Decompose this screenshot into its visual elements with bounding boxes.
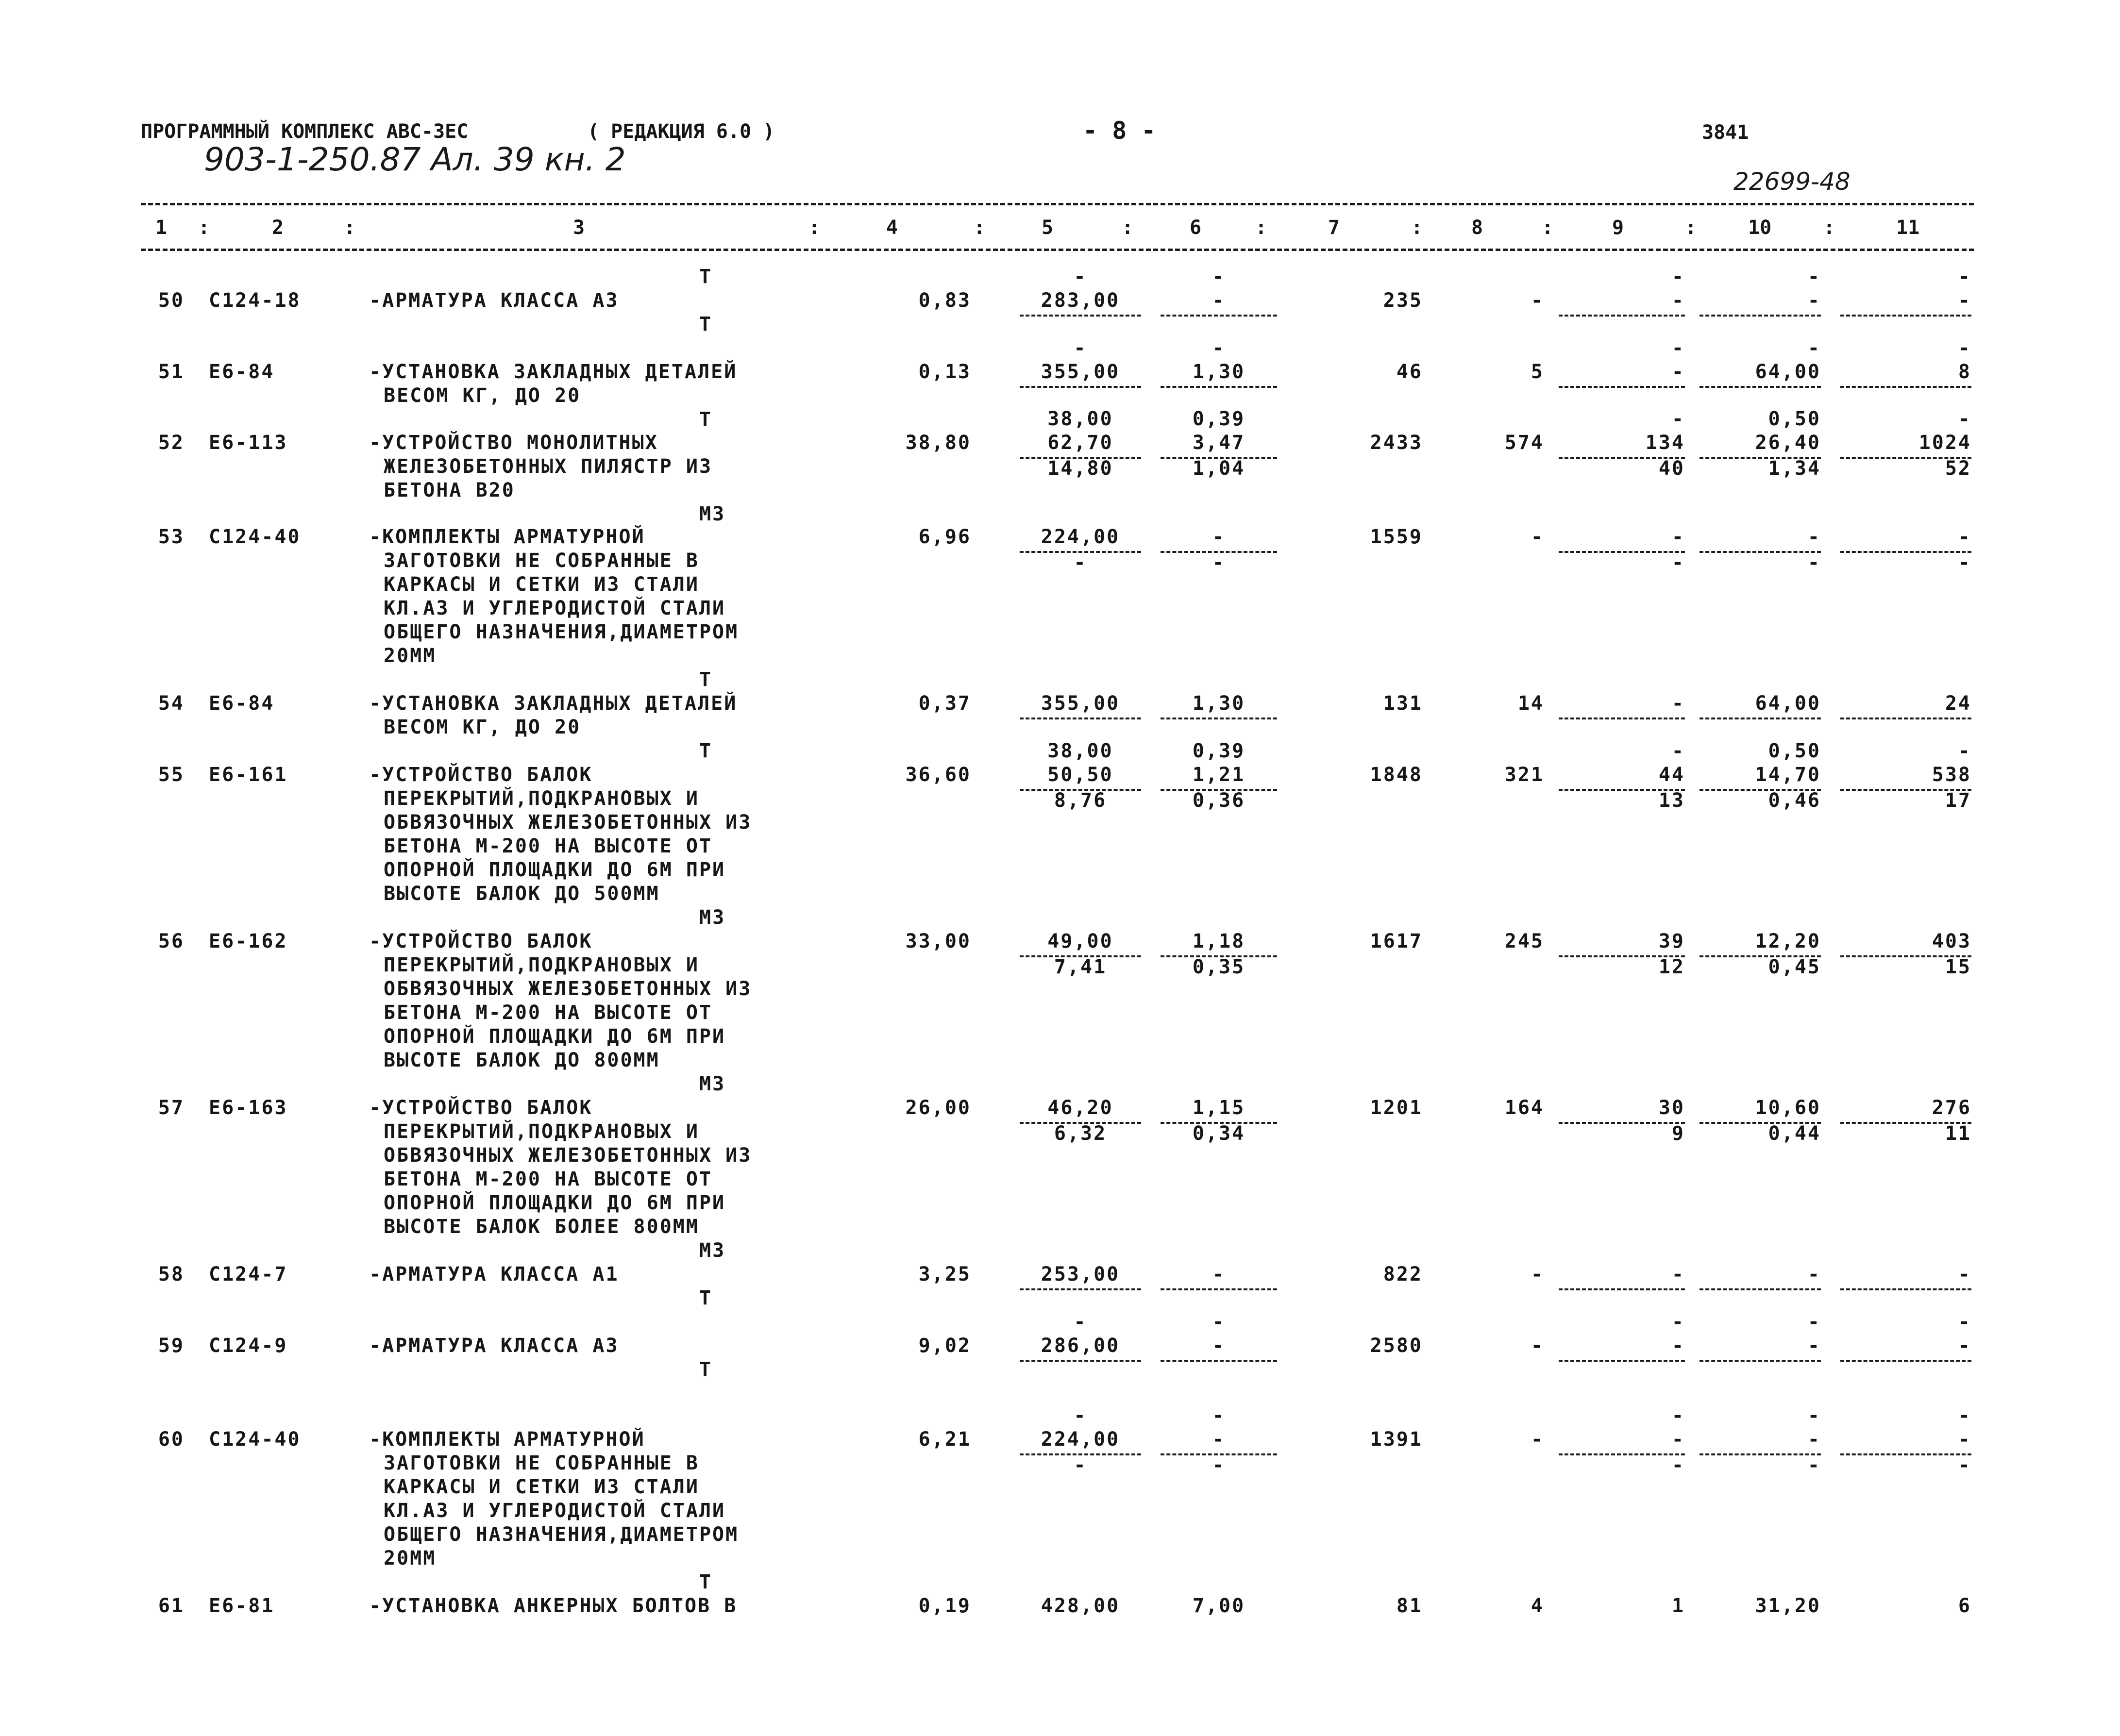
column-header-cell: 5 [1042, 217, 1054, 239]
column-6-lower: 0,36 [1192, 789, 1245, 812]
column-header-cell: 10 [1748, 217, 1772, 239]
unit-label: Т [699, 313, 713, 335]
column-6-value: 7,00 [1192, 1595, 1245, 1617]
column-10-value: - [1807, 1335, 1821, 1357]
wage-total: 245 [1504, 930, 1544, 952]
column-5-upper: 38,00 [1047, 408, 1113, 430]
column-5-lower: - [1074, 1454, 1087, 1476]
column-10-divider [1699, 386, 1821, 388]
column-11-upper: - [1958, 1311, 1971, 1333]
column-6-value: - [1212, 1335, 1226, 1357]
column-9-divider [1559, 386, 1685, 388]
column-11-lower: - [1958, 551, 1971, 574]
column-6-value: 1,18 [1192, 930, 1245, 952]
description-line: -УСТРОЙСТВО БАЛОК [369, 764, 593, 786]
wage-total: 5 [1531, 361, 1544, 383]
column-10-value: 64,00 [1755, 361, 1821, 383]
column-5-value: 46,20 [1047, 1097, 1113, 1119]
column-9-upper: - [1671, 1311, 1685, 1333]
column-11-lower: 15 [1945, 956, 1971, 978]
column-6-divider [1161, 1360, 1277, 1362]
column-9-upper: - [1671, 266, 1685, 288]
cost-total: 81 [1396, 1595, 1423, 1617]
column-6-divider [1161, 718, 1277, 719]
program-title: ПРОГРАММНЫЙ КОМПЛЕКС АВС-ЗЕС [141, 120, 469, 143]
column-6-value: - [1212, 1428, 1226, 1451]
quantity: 0,13 [918, 361, 971, 383]
column-9-divider [1559, 1288, 1685, 1290]
description-line: ПЕРЕКРЫТИЙ,ПОДКРАНОВЫХ И [384, 954, 699, 976]
column-5-value: 224,00 [1041, 526, 1120, 548]
column-6-lower: - [1212, 551, 1226, 574]
quantity: 38,80 [905, 432, 971, 454]
column-9-value: 30 [1658, 1097, 1685, 1119]
column-5-lower: - [1074, 551, 1087, 574]
column-6-value: 1,15 [1192, 1097, 1245, 1119]
column-5-value: 253,00 [1041, 1263, 1120, 1285]
column-6-upper: - [1212, 1404, 1226, 1427]
description-line: ПЕРЕКРЫТИЙ,ПОДКРАНОВЫХ И [384, 1120, 699, 1143]
description-line: ВЫСОТЕ БАЛОК ДО 500ММ [384, 883, 660, 905]
column-11-divider [1840, 386, 1971, 388]
cost-total: 131 [1383, 692, 1423, 715]
column-10-value: - [1807, 1263, 1821, 1285]
description-line: -АРМАТУРА КЛАССА А3 [369, 289, 619, 312]
column-5-lower: 8,76 [1054, 789, 1107, 812]
row-number: 60 [158, 1428, 185, 1451]
column-6-lower: - [1212, 1454, 1226, 1476]
column-5-divider [1020, 1360, 1141, 1362]
column-header-cell: : [974, 217, 986, 239]
column-5-value: 283,00 [1041, 289, 1120, 312]
description-line: ЖЕЛЕЗОБЕТОННЫХ ПИЛЯСТР ИЗ [384, 455, 713, 478]
column-6-divider [1161, 386, 1277, 388]
column-header-cell: : [1542, 217, 1554, 239]
description-line: -АРМАТУРА КЛАССА А1 [369, 1263, 619, 1285]
column-10-upper: - [1807, 266, 1821, 288]
column-header-cell: : [1411, 217, 1423, 239]
column-10-divider [1699, 1360, 1821, 1362]
row-number: 54 [158, 692, 185, 715]
column-5-value: 224,00 [1041, 1428, 1120, 1451]
column-5-upper: - [1074, 266, 1087, 288]
column-10-divider [1699, 315, 1821, 317]
column-11-lower: - [1958, 1454, 1971, 1476]
column-5-divider [1020, 718, 1141, 719]
column-11-value: 276 [1932, 1097, 1971, 1119]
column-header-cell: : [808, 217, 821, 239]
column-6-upper: - [1212, 337, 1226, 359]
column-11-divider [1840, 1288, 1971, 1290]
rate-code: С124-40 [209, 526, 301, 548]
column-6-value: - [1212, 289, 1226, 312]
column-6-value: - [1212, 1263, 1226, 1285]
column-9-value: 39 [1658, 930, 1685, 952]
column-6-upper: 0,39 [1192, 408, 1245, 430]
column-10-lower: - [1807, 551, 1821, 574]
description-line: КЛ.А3 И УГЛЕРОДИСТОЙ СТАЛИ [384, 1500, 726, 1522]
rate-code: Е6-84 [209, 692, 275, 715]
column-5-value: 62,70 [1047, 432, 1113, 454]
description-line: ОПОРНОЙ ПЛОЩАДКИ ДО 6М ПРИ [384, 1025, 726, 1048]
description-line: 20ММ [384, 645, 437, 667]
column-9-value: - [1671, 1263, 1685, 1285]
column-11-value: - [1958, 526, 1971, 548]
page-number: - 8 - [1083, 117, 1156, 145]
column-10-upper: - [1807, 1404, 1821, 1427]
column-10-divider [1699, 718, 1821, 719]
unit-label: Т [699, 408, 713, 431]
column-10-lower: 0,46 [1768, 789, 1821, 812]
column-9-lower: - [1671, 551, 1685, 574]
column-10-value: 31,20 [1755, 1595, 1821, 1617]
column-9-divider [1559, 1360, 1685, 1362]
column-9-value: - [1671, 361, 1685, 383]
column-10-upper: - [1807, 1311, 1821, 1333]
column-10-lower: 0,45 [1768, 956, 1821, 978]
description-line: -УСТАНОВКА ЗАКЛАДНЫХ ДЕТАЛЕЙ [369, 361, 738, 383]
column-9-upper: - [1671, 337, 1685, 359]
description-line: БЕТОНА М-200 НА ВЫСОТЕ ОТ [384, 835, 713, 857]
column-10-value: 12,20 [1755, 930, 1821, 952]
column-9-value: - [1671, 1335, 1685, 1357]
unit-label: Т [699, 266, 713, 288]
wage-total: 164 [1504, 1097, 1544, 1119]
column-header-cell: : [344, 217, 356, 239]
row-number: 53 [158, 526, 185, 548]
quantity: 9,02 [918, 1335, 971, 1357]
column-9-value: 44 [1658, 764, 1685, 786]
column-11-value: 6 [1958, 1595, 1971, 1617]
wage-total: - [1531, 1335, 1544, 1357]
quantity: 36,60 [905, 764, 971, 786]
column-6-lower: 1,04 [1192, 457, 1245, 480]
handwritten-code: 22699-48 [1733, 167, 1851, 196]
rate-code: С124-7 [209, 1263, 288, 1285]
quantity: 0,19 [918, 1595, 971, 1617]
column-11-upper: - [1958, 266, 1971, 288]
wage-total: - [1531, 289, 1544, 312]
description-line: ЗАГОТОВКИ НЕ СОБРАННЫЕ В [384, 1452, 699, 1474]
description-line: ОБВЯЗОЧНЫХ ЖЕЛЕЗОБЕТОННЫХ ИЗ [384, 978, 752, 1000]
rate-code: Е6-81 [209, 1595, 275, 1617]
quantity: 26,00 [905, 1097, 971, 1119]
column-10-value: 14,70 [1755, 764, 1821, 786]
column-9-lower: 40 [1658, 457, 1685, 480]
column-9-value: - [1671, 526, 1685, 548]
row-number: 58 [158, 1263, 185, 1285]
unit-label: Т [699, 1358, 713, 1381]
column-5-value: 428,00 [1041, 1595, 1120, 1617]
column-10-value: 26,40 [1755, 432, 1821, 454]
description-line: КАРКАСЫ И СЕТКИ ИЗ СТАЛИ [384, 1476, 699, 1498]
column-9-value: - [1671, 692, 1685, 715]
rate-code: С124-40 [209, 1428, 301, 1451]
column-5-lower: 6,32 [1054, 1122, 1107, 1145]
cost-total: 1617 [1370, 930, 1423, 952]
column-11-value: 538 [1932, 764, 1971, 786]
column-11-value: - [1958, 289, 1971, 312]
unit-label: М3 [699, 1239, 726, 1262]
column-header-cell: : [1255, 217, 1267, 239]
unit-label: М3 [699, 503, 726, 525]
column-6-upper: - [1212, 266, 1226, 288]
description-line: -УСТРОЙСТВО БАЛОК [369, 930, 593, 952]
wage-total: - [1531, 526, 1544, 548]
column-5-value: 355,00 [1041, 692, 1120, 715]
cost-total: 822 [1383, 1263, 1423, 1285]
description-line: -УСТРОЙСТВО БАЛОК [369, 1097, 593, 1119]
description-line: ПЕРЕКРЫТИЙ,ПОДКРАНОВЫХ И [384, 787, 699, 810]
description-line: -АРМАТУРА КЛАССА А3 [369, 1335, 619, 1357]
description-line: -УСТАНОВКА ЗАКЛАДНЫХ ДЕТАЛЕЙ [369, 692, 738, 715]
rate-code: Е6-161 [209, 764, 288, 786]
description-line: ОПОРНОЙ ПЛОЩАДКИ ДО 6М ПРИ [384, 1192, 726, 1214]
description-line: БЕТОНА В20 [384, 479, 515, 501]
column-5-value: 49,00 [1047, 930, 1113, 952]
column-9-value: 1 [1671, 1595, 1685, 1617]
column-10-value: - [1807, 1428, 1821, 1451]
description-line: ОПОРНОЙ ПЛОЩАДКИ ДО 6М ПРИ [384, 859, 726, 881]
description-line: -КОМПЛЕКТЫ АРМАТУРНОЙ [369, 526, 645, 548]
row-number: 55 [158, 764, 185, 786]
column-11-value: - [1958, 1263, 1971, 1285]
column-9-value: - [1671, 289, 1685, 312]
unit-label: Т [699, 1287, 713, 1309]
row-number: 51 [158, 361, 185, 383]
column-11-divider [1840, 718, 1971, 719]
unit-label: М3 [699, 906, 726, 929]
column-11-value: 403 [1932, 930, 1971, 952]
cost-total: 235 [1383, 289, 1423, 312]
column-5-divider [1020, 386, 1141, 388]
column-10-upper: 0,50 [1768, 408, 1821, 430]
column-11-upper: - [1958, 1404, 1971, 1427]
column-header-cell: : [1122, 217, 1134, 239]
column-11-upper: - [1958, 337, 1971, 359]
rate-code: Е6-84 [209, 361, 275, 383]
quantity: 0,37 [918, 692, 971, 715]
quantity: 0,83 [918, 289, 971, 312]
cost-total: 2580 [1370, 1335, 1423, 1357]
column-header-cell: 1 [155, 217, 168, 239]
description-line: -КОМПЛЕКТЫ АРМАТУРНОЙ [369, 1428, 645, 1451]
column-header-cell: : [1685, 217, 1697, 239]
description-line: ОБЩЕГО НАЗНАЧЕНИЯ,ДИАМЕТРОМ [384, 1523, 739, 1546]
column-6-value: 1,30 [1192, 692, 1245, 715]
column-6-divider [1161, 1288, 1277, 1290]
column-11-value: - [1958, 1335, 1971, 1357]
column-header-cell: 6 [1190, 217, 1202, 239]
wage-total: 321 [1504, 764, 1544, 786]
column-11-lower: 52 [1945, 457, 1971, 480]
row-number: 61 [158, 1595, 185, 1617]
wage-total: 14 [1517, 692, 1544, 715]
description-line: КЛ.А3 И УГЛЕРОДИСТОЙ СТАЛИ [384, 597, 726, 619]
column-6-upper: - [1212, 1311, 1226, 1333]
column-header-cell: 8 [1471, 217, 1483, 239]
column-10-lower: 1,34 [1768, 457, 1821, 480]
column-5-upper: - [1074, 1311, 1087, 1333]
description-line: ЗАГОТОВКИ НЕ СОБРАННЫЕ В [384, 550, 699, 572]
column-10-lower: 0,44 [1768, 1122, 1821, 1145]
description-line: БЕТОНА М-200 НА ВЫСОТЕ ОТ [384, 1002, 713, 1024]
column-9-value: - [1671, 1428, 1685, 1451]
row-number: 56 [158, 930, 185, 952]
description-line: ВЫСОТЕ БАЛОК БОЛЕЕ 800ММ [384, 1216, 699, 1238]
column-6-lower: 0,35 [1192, 956, 1245, 978]
column-9-lower: - [1671, 1454, 1685, 1476]
column-header-cell: 2 [272, 217, 284, 239]
column-5-upper: - [1074, 1404, 1087, 1427]
column-9-upper: - [1671, 740, 1685, 762]
column-10-divider [1699, 1288, 1821, 1290]
column-5-value: 355,00 [1041, 361, 1120, 383]
column-5-value: 50,50 [1047, 764, 1113, 786]
column-5-lower: 14,80 [1047, 457, 1113, 480]
wage-total: - [1531, 1428, 1544, 1451]
description-line: ВЕСОМ КГ, ДО 20 [384, 384, 581, 407]
column-11-upper: - [1958, 408, 1971, 430]
column-9-upper: - [1671, 1404, 1685, 1427]
unit-label: Т [699, 1571, 713, 1593]
description-line: ОБЩЕГО НАЗНАЧЕНИЯ,ДИАМЕТРОМ [384, 621, 739, 643]
rate-code: Е6-162 [209, 930, 288, 952]
column-6-value: 1,21 [1192, 764, 1245, 786]
column-5-value: 286,00 [1041, 1335, 1120, 1357]
column-header-cell: : [1823, 217, 1835, 239]
column-header-cell: 3 [573, 217, 585, 239]
description-line: КАРКАСЫ И СЕТКИ ИЗ СТАЛИ [384, 573, 699, 596]
column-5-divider [1020, 1288, 1141, 1290]
description-line: БЕТОНА М-200 НА ВЫСОТЕ ОТ [384, 1168, 713, 1190]
column-11-divider [1840, 1360, 1971, 1362]
row-number: 50 [158, 289, 185, 312]
column-11-lower: 17 [1945, 789, 1971, 812]
wage-total: 574 [1504, 432, 1544, 454]
column-11-divider [1840, 315, 1971, 317]
cost-total: 1201 [1370, 1097, 1423, 1119]
document-number: 3841 [1702, 121, 1749, 144]
column-10-value: - [1807, 526, 1821, 548]
wage-total: - [1531, 1263, 1544, 1285]
column-header-cell: 11 [1896, 217, 1920, 239]
column-10-value: - [1807, 289, 1821, 312]
column-10-lower: - [1807, 1454, 1821, 1476]
column-11-value: 1024 [1918, 432, 1971, 454]
column-11-value: 24 [1945, 692, 1971, 715]
cost-total: 1559 [1370, 526, 1423, 548]
unit-label: Т [699, 668, 713, 691]
column-9-value: 134 [1645, 432, 1685, 454]
header-bottom-rule [141, 249, 1974, 251]
wage-total: 4 [1531, 1595, 1544, 1617]
column-10-value: 64,00 [1755, 692, 1821, 715]
unit-label: М3 [699, 1073, 726, 1095]
unit-label: Т [699, 740, 713, 762]
column-5-upper: 38,00 [1047, 740, 1113, 762]
column-10-value: 10,60 [1755, 1097, 1821, 1119]
edition-label: ( РЕДАКЦИЯ 6.0 ) [588, 120, 775, 143]
column-6-upper: 0,39 [1192, 740, 1245, 762]
column-5-lower: 7,41 [1054, 956, 1107, 978]
rate-code: С124-18 [209, 289, 301, 312]
header-top-rule [141, 203, 1974, 205]
column-header-cell: 9 [1612, 217, 1624, 239]
column-6-lower: 0,34 [1192, 1122, 1245, 1145]
row-number: 52 [158, 432, 185, 454]
column-6-value: - [1212, 526, 1226, 548]
column-header-cell: 4 [886, 217, 898, 239]
column-9-upper: - [1671, 408, 1685, 430]
description-line: ОБВЯЗОЧНЫХ ЖЕЛЕЗОБЕТОННЫХ ИЗ [384, 811, 752, 834]
column-9-lower: 9 [1671, 1122, 1685, 1145]
column-11-upper: - [1958, 740, 1971, 762]
column-9-lower: 12 [1658, 956, 1685, 978]
column-header-cell: : [198, 217, 210, 239]
description-line: -УСТАНОВКА АНКЕРНЫХ БОЛТОВ В [369, 1595, 738, 1617]
quantity: 33,00 [905, 930, 971, 952]
description-line: -УСТРОЙСТВО МОНОЛИТНЫХ [369, 432, 658, 454]
row-number: 59 [158, 1335, 185, 1357]
rate-code: Е6-113 [209, 432, 288, 454]
cost-total: 1391 [1370, 1428, 1423, 1451]
rate-code: С124-9 [209, 1335, 288, 1357]
column-9-divider [1559, 315, 1685, 317]
cost-total: 46 [1396, 361, 1423, 383]
column-10-upper: 0,50 [1768, 740, 1821, 762]
column-header-cell: 7 [1328, 217, 1340, 239]
column-10-upper: - [1807, 337, 1821, 359]
column-9-lower: 13 [1658, 789, 1685, 812]
description-line: ОБВЯЗОЧНЫХ ЖЕЛЕЗОБЕТОННЫХ ИЗ [384, 1144, 752, 1167]
quantity: 3,25 [918, 1263, 971, 1285]
quantity: 6,96 [918, 526, 971, 548]
rate-code: Е6-163 [209, 1097, 288, 1119]
quantity: 6,21 [918, 1428, 971, 1451]
handwritten-reference: 903-1-250.87 Ал. 39 кн. 2 [204, 141, 626, 178]
row-number: 57 [158, 1097, 185, 1119]
column-9-divider [1559, 718, 1685, 719]
column-11-value: 8 [1958, 361, 1971, 383]
column-6-divider [1161, 315, 1277, 317]
column-5-upper: - [1074, 337, 1087, 359]
column-6-value: 3,47 [1192, 432, 1245, 454]
column-6-value: 1,30 [1192, 361, 1245, 383]
column-11-lower: 11 [1945, 1122, 1971, 1145]
description-line: ВЫСОТЕ БАЛОК ДО 800ММ [384, 1049, 660, 1071]
cost-total: 1848 [1370, 764, 1423, 786]
column-5-divider [1020, 315, 1141, 317]
column-11-value: - [1958, 1428, 1971, 1451]
cost-total: 2433 [1370, 432, 1423, 454]
description-line: 20ММ [384, 1547, 437, 1569]
description-line: ВЕСОМ КГ, ДО 20 [384, 716, 581, 738]
